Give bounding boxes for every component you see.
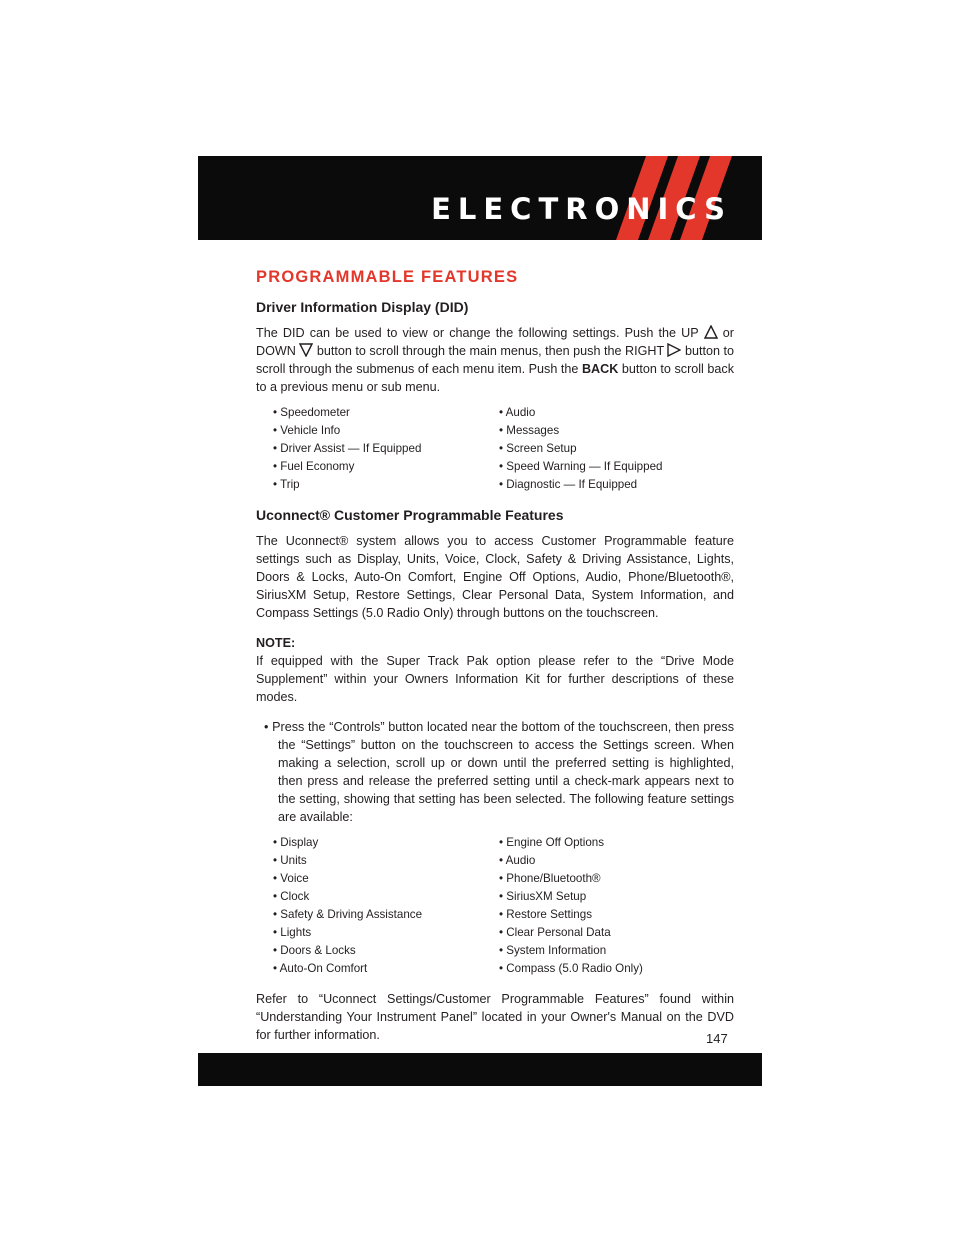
list-item: • Units xyxy=(273,854,307,867)
list-item: • Driver Assist — If Equipped xyxy=(273,442,422,455)
list-item: • Safety & Driving Assistance xyxy=(273,908,423,921)
list-item: • Doors & Locks xyxy=(273,944,356,957)
page-title: PROGRAMMABLE FEATURES xyxy=(256,268,519,286)
list-item: • Diagnostic — If Equipped xyxy=(499,478,638,491)
list-item: • Speed Warning — If Equipped xyxy=(499,460,663,473)
footer-bar xyxy=(198,1053,762,1086)
list-item: • Audio xyxy=(499,406,536,419)
list-item: • Lights xyxy=(273,926,312,939)
uconnect-paragraph: The Uconnect® system allows you to access Customer Programmable feature settings such as Display, Units, Voice, Clock, Safety & Driving Assistance, Lights, Doors & Locks, Auto-On Comfort, Engine Off Options, Audio, Phone/Bluetooth®, SiriusXM Setup, Restore Settings, Clear Personal Data, System Information, and Compass Settings (5.0 Radio Only) through buttons on the touchscreen. xyxy=(256,534,734,620)
did-settings-list xyxy=(256,404,734,494)
section-title: ELECTRONICS xyxy=(431,192,732,226)
list-item: • SiriusXM Setup xyxy=(499,890,587,903)
up-arrow-icon xyxy=(704,325,718,339)
uconnect-heading: Uconnect® Customer Programmable Features xyxy=(256,507,564,523)
page-content xyxy=(256,266,734,1044)
note-text: If equipped with the Super Track Pak option please refer to the “Drive Mode Supplement” within your Owners Information Kit for further descriptions of these modes. xyxy=(256,654,734,704)
list-item: • Messages xyxy=(499,424,560,437)
note-label: NOTE: xyxy=(256,636,296,650)
list-item: • Phone/Bluetooth® xyxy=(499,872,601,885)
down-arrow-icon xyxy=(299,343,313,357)
list-item: • Display xyxy=(273,836,319,849)
list-item: • Screen Setup xyxy=(499,442,577,455)
list-item: • Engine Off Options xyxy=(499,836,605,849)
page-number: 147 xyxy=(706,1031,728,1046)
section-header-bar xyxy=(198,156,762,240)
did-paragraph: The DID can be used to view or change the following settings. Push the UP or DOWN button to scroll through the main menus, then push the RIGHT button to scroll through the submenus of each menu item. Push the BACK button to scroll back to a previous menu or sub menu. xyxy=(256,326,735,394)
list-item: • Audio xyxy=(499,854,536,867)
list-item: • Clock xyxy=(273,890,310,903)
did-heading: Driver Information Display (DID) xyxy=(256,299,469,315)
list-item: • Vehicle Info xyxy=(273,424,341,437)
controls-bullet: • Press the “Controls” button located near the bottom of the touchscreen, then press the “Settings” button on the touchscreen to access the Settings screen. When making a selection, scroll up or down until the preferred setting is highlighted, then press and release the preferred setting until a check-mark appears next to the setting, showing that setting has been selected. The following feature settings are available: xyxy=(264,720,734,824)
list-item: • Clear Personal Data xyxy=(499,926,611,939)
list-item: • Speedometer xyxy=(273,406,350,419)
list-item: • Trip xyxy=(273,478,300,491)
list-item: • System Information xyxy=(499,944,607,957)
uconnect-settings-list xyxy=(256,834,734,978)
right-arrow-icon xyxy=(667,343,681,357)
refer-paragraph: Refer to “Uconnect Settings/Customer Programmable Features” found within “Understanding Your Instrument Panel” located in your Owner's Manual on the DVD for further information. xyxy=(256,992,734,1042)
list-item: • Restore Settings xyxy=(499,908,592,921)
list-item: • Voice xyxy=(273,872,309,885)
list-item: • Compass (5.0 Radio Only) xyxy=(499,962,643,975)
list-item: • Auto-On Comfort xyxy=(273,962,368,975)
list-item: • Fuel Economy xyxy=(273,460,355,473)
back-label: BACK xyxy=(581,362,619,376)
